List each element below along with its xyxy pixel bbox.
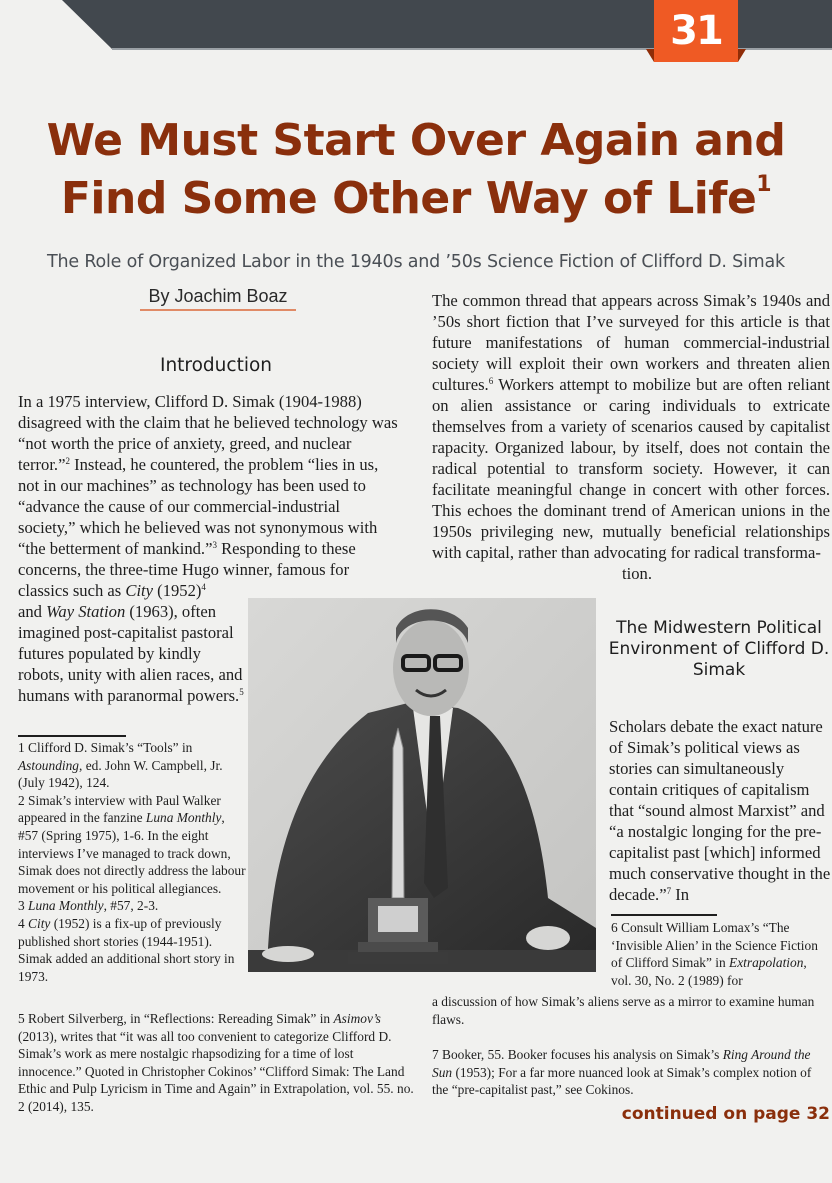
footnote-ref[interactable]: 4 [201, 582, 206, 592]
italic-title: Extrapolation [729, 955, 804, 971]
section-heading-midwestern: The Midwestern Political Environment of Clifford D. Simak [608, 618, 830, 680]
footnote-ref[interactable]: 2 [65, 456, 70, 466]
section-heading-introduction: Introduction [159, 355, 273, 376]
badge-fold-right [738, 49, 746, 62]
title-line-2-text: Find Some Other Way of Life [60, 173, 757, 224]
italic-title: Ring Around the Sun [432, 1047, 811, 1080]
footnote-1: 1 Clifford D. Simak’s “Tools” in Astounding, ed. John W. Campbell, Jr. (July 1942), 124. [18, 740, 223, 791]
footnote-5-text: 5 Robert Silverberg, in “Reflections: Rereading Simak” in Asimov’s (2013), writes that “it was all too convenient to categorize Clifford D. Simak’s work as mere nostalgic rhapsodizing for a time of lost innocence.” Quoted in Christopher Cokinos’ “Clifford Simak: The Land Ethic and Pulp Lyricism in Time and Again” in Extrapolation, vol. 55. no. 2 (2014), 135. [18, 1011, 414, 1114]
author-photo [248, 598, 596, 972]
footnote-4: 4 City (1952) is a fix-up of previously published short stories (1944-1951). Simak added an additional short story in 1973. [18, 915, 235, 984]
italic-title: City [28, 915, 51, 931]
midwestern-paragraph: Scholars debate the exact nature of Simak’s political views as stories can simultaneously contain critiques of capitalism that “sound almost Marxist” and “a nostalgic longing for the pre-capitalist past [which] informed much conservative thought in the decade.”$^7$ In [609, 717, 831, 904]
footnote-7-text: 7 Booker, 55. Booker focuses his analysis on Simak’s Ring Around the Sun (1953); For a far more nuanced look at Simak’s complex notion of the “pre-capitalist past,” see Cokinos. [432, 1047, 812, 1098]
right-paragraph-text: The common thread that appears across Simak’s 1940s and ’50s short fiction that I’ve surveyed for this article is that future manifestations of human commercial-industrial society will exploit their own workers and threaten alien cultures.$^6$ Workers attempt to mobilize but are often reliant on alien assistance or caring individuals to extricate themselves from a variety of scenarios caused by capitalist rapacity. Organized labour, by itself, does not contain the radical potential to transform society. However, it can facilitate meaningful change in concert with other forces. This echoes the dominant trend of American unions in the 1950s privileging new, mutually beneficial relationships with capital, rather than advocating for radical transforma- [432, 291, 830, 562]
italic-title: Astounding [18, 757, 80, 773]
title-line-2 [0, 170, 832, 228]
article-title [0, 112, 832, 228]
footnote-6-text: 6 Consult William Lomax’s “The ‘Invisible Alien’ in the Science Fiction of Clifford Simak” in Extrapolation, vol. 30, No. 2 (1989) for [611, 920, 818, 988]
title-footnote-ref[interactable]: 1 [756, 172, 772, 197]
footnote-divider-left [18, 735, 126, 737]
author-photo-illustration [248, 598, 596, 972]
italic-title: Way Station [46, 602, 126, 621]
footnote-5 [18, 1010, 418, 1116]
italic-title: Asimov’s [333, 1011, 381, 1026]
title-line-1: We Must Start Over Again and [46, 115, 786, 166]
article-subtitle: The Role of Organized Labor in the 1940s and ’50s Science Fiction of Clifford D. Simak [47, 252, 785, 272]
footnote-ref[interactable]: 7 [666, 886, 672, 896]
continued-on-page-link[interactable]: continued on page 32 [621, 1104, 830, 1124]
footnote-ref[interactable]: 5 [239, 687, 244, 697]
footnote-6-continued: a discussion of how Simak’s aliens serve as a mirror to examine human flaws. [432, 994, 815, 1027]
right-column-paragraph [432, 290, 830, 584]
italic-title: Luna Monthly [145, 810, 222, 826]
footnote-7 [432, 1046, 828, 1099]
footnote-6 [611, 919, 826, 989]
footnote-ref[interactable]: 3 [212, 540, 217, 550]
hugo-rocket-trophy [392, 728, 404, 898]
intro-paragraph: In a 1975 interview, Clifford D. Simak (1904-1988) disagreed with the claim that he believed technology was “not worth the price of anxiety, greed, and nuclear terror.”$^2$ Instead, he countered, the problem “lies in us, not in our machines” as technology has been used to “advance the cause of our commercial-industrial society,” which he believed was not synonymous with “the betterment of mankind.”$^3$ Responding to these concerns, the three-time Hugo winner, famous for classics such as City $(1952)^4$ [18, 392, 398, 600]
footnote-divider-right [611, 914, 717, 916]
italic-title: Luna Monthly [28, 898, 104, 914]
byline: By Joachim Boaz [140, 286, 296, 311]
right-paragraph-end: tion. [622, 564, 652, 583]
footnote-ref[interactable]: 6 [488, 376, 494, 386]
italic-title: City [125, 581, 154, 600]
footnotes-left [18, 739, 248, 985]
intro-paragraph-continued: and Way Station (1963), often imagined post-capitalist pastoral futures populated by kindly robots, unity with alien races, and humans with paranormal powers.$^5$ [18, 602, 244, 705]
footnote-3: 3 Luna Monthly, #57, 2-3. [18, 898, 159, 914]
badge-fold-left [646, 49, 654, 62]
footnote-2: 2 Simak’s interview with Paul Walker appeared in the fanzine Luna Monthly, #57 (Spring 1975), 1-6. In the eight interviews I’ve managed to track down, Simak does not directly address the labour movement or his political allegiances. [18, 792, 246, 896]
page-number-badge: 31 [654, 0, 738, 62]
